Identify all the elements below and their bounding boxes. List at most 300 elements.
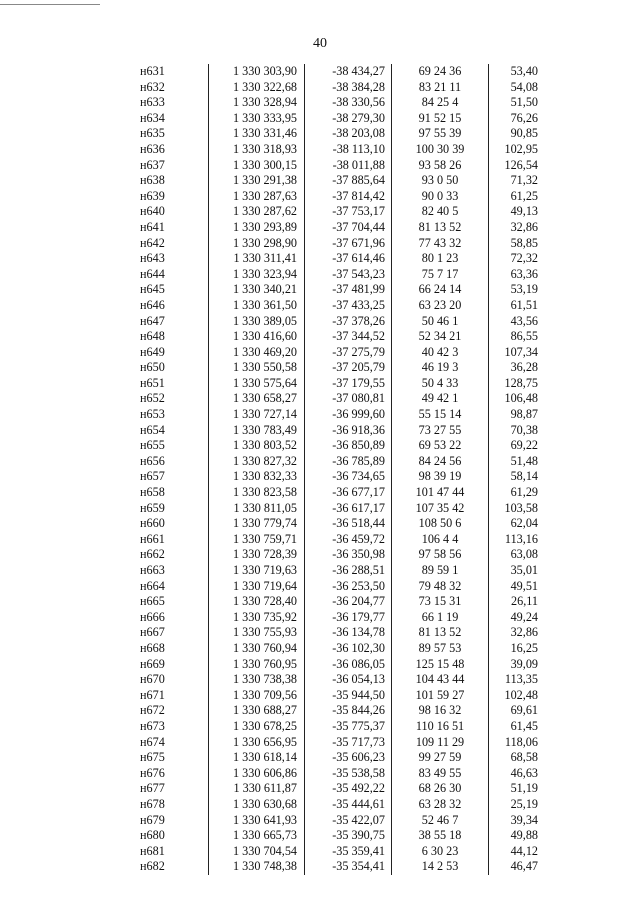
x-coordinate-cell: 1 330 416,60 [209,329,305,345]
bearing-cell: 63 28 32 [392,797,489,813]
distance-cell: 26,11 [489,594,541,610]
distance-cell: 36,28 [489,360,541,376]
distance-cell: 61,25 [489,189,541,205]
table-row [127,501,540,517]
x-coordinate-cell: 1 330 727,14 [209,407,305,423]
distance-cell: 118,06 [489,735,541,751]
point-id-cell: н653 [140,407,165,422]
distance-cell: 72,32 [489,251,541,267]
y-coordinate-cell: -37 753,17 [305,204,392,220]
x-coordinate-cell: 1 330 291,38 [209,173,305,189]
point-id-cell: н655 [140,438,165,453]
point-id-cell: н656 [140,453,165,468]
point-id-cell: н642 [140,235,165,250]
table-row [127,579,540,595]
point-id-cell: н636 [140,141,165,156]
distance-cell: 128,75 [489,376,541,392]
bearing-cell: 79 48 32 [392,579,489,595]
table-row [127,173,540,189]
point-id-cell: н669 [140,656,165,671]
x-coordinate-cell: 1 330 311,41 [209,251,305,267]
bearing-cell: 93 58 26 [392,158,489,174]
y-coordinate-cell: -36 102,30 [305,641,392,657]
x-coordinate-cell: 1 330 759,71 [209,532,305,548]
distance-cell: 32,86 [489,625,541,641]
distance-cell: 25,19 [489,797,541,813]
point-id-cell: н663 [140,563,165,577]
bearing-cell: 97 58 56 [392,547,489,563]
distance-cell: 113,16 [489,532,541,548]
y-coordinate-cell: -35 444,61 [305,797,392,813]
distance-cell: 86,55 [489,329,541,345]
distance-cell: 43,56 [489,314,541,330]
y-coordinate-cell: -37 885,64 [305,173,392,189]
bearing-cell: 73 27 55 [392,423,489,439]
point-id-cell: н643 [140,251,165,266]
table-row [127,563,540,579]
table-row [127,813,540,829]
table-row [127,594,540,610]
y-coordinate-cell: -38 113,10 [305,142,392,158]
bearing-cell: 55 15 14 [392,407,489,423]
point-id-cell: н664 [140,578,165,593]
distance-cell: 69,61 [489,703,541,719]
y-coordinate-cell: -38 279,30 [305,111,392,127]
bearing-cell: 75 7 17 [392,267,489,283]
distance-cell: 102,95 [489,142,541,158]
distance-cell: 90,85 [489,126,541,142]
table-row [127,423,540,439]
point-id-cell: н650 [140,360,165,375]
distance-cell: 54,08 [489,80,541,96]
point-id-cell: н675 [140,750,165,765]
distance-cell: 46,63 [489,766,541,782]
distance-cell: 63,36 [489,267,541,283]
y-coordinate-cell: -37 543,23 [305,267,392,283]
y-coordinate-cell: -36 785,89 [305,454,392,470]
x-coordinate-cell: 1 330 656,95 [209,735,305,751]
bearing-cell: 83 21 11 [392,80,489,96]
point-id-cell: н668 [140,640,165,655]
table-row [127,251,540,267]
table-row [127,95,540,111]
bearing-cell: 69 53 22 [392,438,489,454]
bearing-cell: 80 1 23 [392,251,489,267]
distance-cell: 46,47 [489,859,541,875]
y-coordinate-cell: -35 944,50 [305,688,392,704]
bearing-cell: 52 34 21 [392,329,489,345]
table-row [127,657,540,673]
table-row [127,688,540,704]
distance-cell: 44,12 [489,844,541,860]
header-rule [0,4,100,5]
table-row [127,236,540,252]
bearing-cell: 14 2 53 [392,859,489,875]
table-row [127,719,540,735]
point-id-cell: н659 [140,500,165,515]
bearing-cell: 46 19 3 [392,360,489,376]
table-row [127,189,540,205]
x-coordinate-cell: 1 330 748,38 [209,859,305,875]
bearing-cell: 93 0 50 [392,173,489,189]
point-id-cell: н638 [140,173,165,188]
point-id-cell: н646 [140,297,165,312]
y-coordinate-cell: -36 086,05 [305,657,392,673]
bearing-cell: 73 15 31 [392,594,489,610]
x-coordinate-cell: 1 330 760,94 [209,641,305,657]
y-coordinate-cell: -37 814,42 [305,189,392,205]
x-coordinate-cell: 1 330 735,92 [209,610,305,626]
x-coordinate-cell: 1 330 728,39 [209,547,305,563]
point-id-cell: н662 [140,547,165,562]
distance-cell: 51,48 [489,454,541,470]
point-id-cell: н633 [140,95,165,110]
distance-cell: 113,35 [489,672,541,688]
y-coordinate-cell: -36 253,50 [305,579,392,595]
table-row [127,797,540,813]
x-coordinate-cell: 1 330 303,90 [209,64,305,80]
y-coordinate-cell: -35 717,73 [305,735,392,751]
y-coordinate-cell: -37 433,25 [305,298,392,314]
y-coordinate-cell: -36 918,36 [305,423,392,439]
y-coordinate-cell: -35 422,07 [305,813,392,829]
table-row [127,547,540,563]
point-id-cell: н652 [140,391,165,406]
y-coordinate-cell: -37 275,79 [305,345,392,361]
x-coordinate-cell: 1 330 709,56 [209,688,305,704]
x-coordinate-cell: 1 330 755,93 [209,625,305,641]
bearing-cell: 82 40 5 [392,204,489,220]
point-id-cell: н671 [140,687,165,702]
x-coordinate-cell: 1 330 323,94 [209,267,305,283]
bearing-cell: 69 24 36 [392,64,489,80]
point-id-cell: н645 [140,282,165,297]
table-row [127,111,540,127]
y-coordinate-cell: -38 203,08 [305,126,392,142]
point-id-cell: н665 [140,594,165,609]
table-row [127,142,540,158]
point-id-cell: н641 [140,219,165,234]
bearing-cell: 66 24 14 [392,282,489,298]
y-coordinate-cell: -36 134,78 [305,625,392,641]
bearing-cell: 106 4 4 [392,532,489,548]
x-coordinate-cell: 1 330 606,86 [209,766,305,782]
y-coordinate-cell: -38 384,28 [305,80,392,96]
point-id-cell: н634 [140,110,165,125]
distance-cell: 98,87 [489,407,541,423]
x-coordinate-cell: 1 330 678,25 [209,719,305,735]
bearing-cell: 50 4 33 [392,376,489,392]
y-coordinate-cell: -36 850,89 [305,438,392,454]
x-coordinate-cell: 1 330 328,94 [209,95,305,111]
y-coordinate-cell: -38 330,56 [305,95,392,111]
distance-cell: 102,48 [489,688,541,704]
table-row [127,314,540,330]
bearing-cell: 84 24 56 [392,454,489,470]
x-coordinate-cell: 1 330 575,64 [209,376,305,392]
distance-cell: 51,50 [489,95,541,111]
x-coordinate-cell: 1 330 811,05 [209,501,305,517]
table-row [127,329,540,345]
y-coordinate-cell: -38 434,27 [305,64,392,80]
table-row [127,126,540,142]
y-coordinate-cell: -37 080,81 [305,391,392,407]
distance-cell: 126,54 [489,158,541,174]
point-id-cell: н632 [140,79,165,94]
table-row [127,469,540,485]
coordinates-table [127,64,540,875]
y-coordinate-cell: -36 617,17 [305,501,392,517]
y-coordinate-cell: -36 677,17 [305,485,392,501]
x-coordinate-cell: 1 330 803,52 [209,438,305,454]
bearing-cell: 81 13 52 [392,220,489,236]
point-id-cell: н676 [140,765,165,780]
distance-cell: 62,04 [489,516,541,532]
point-id-cell: н670 [140,672,165,687]
bearing-cell: 50 46 1 [392,314,489,330]
x-coordinate-cell: 1 330 469,20 [209,345,305,361]
x-coordinate-cell: 1 330 293,89 [209,220,305,236]
point-id-cell: н677 [140,781,165,796]
y-coordinate-cell: -37 614,46 [305,251,392,267]
distance-cell: 39,34 [489,813,541,829]
table-row [127,407,540,423]
table-row [127,828,540,844]
y-coordinate-cell: -37 378,26 [305,314,392,330]
point-id-cell: н674 [140,734,165,749]
table-row [127,360,540,376]
point-id-cell: н631 [140,64,165,78]
x-coordinate-cell: 1 330 719,64 [209,579,305,595]
table-row [127,516,540,532]
distance-cell: 68,58 [489,750,541,766]
x-coordinate-cell: 1 330 318,93 [209,142,305,158]
point-id-cell: н647 [140,313,165,328]
table-row [127,750,540,766]
distance-cell: 35,01 [489,563,541,579]
y-coordinate-cell: -36 459,72 [305,532,392,548]
distance-cell: 63,08 [489,547,541,563]
table-row [127,282,540,298]
point-id-cell: н680 [140,828,165,843]
table-row [127,844,540,860]
point-id-cell: н637 [140,157,165,172]
bearing-cell: 91 52 15 [392,111,489,127]
x-coordinate-cell: 1 330 704,54 [209,844,305,860]
y-coordinate-cell: -37 205,79 [305,360,392,376]
point-id-cell: н639 [140,188,165,203]
bearing-cell: 6 30 23 [392,844,489,860]
bearing-cell: 38 55 18 [392,828,489,844]
y-coordinate-cell: -36 999,60 [305,407,392,423]
bearing-cell: 101 47 44 [392,485,489,501]
distance-cell: 103,58 [489,501,541,517]
table-row [127,703,540,719]
x-coordinate-cell: 1 330 728,40 [209,594,305,610]
table-row [127,859,540,875]
bearing-cell: 89 57 53 [392,641,489,657]
point-id-cell: н657 [140,469,165,484]
x-coordinate-cell: 1 330 665,73 [209,828,305,844]
x-coordinate-cell: 1 330 287,63 [209,189,305,205]
distance-cell: 107,34 [489,345,541,361]
distance-cell: 39,09 [489,657,541,673]
point-id-cell: н654 [140,422,165,437]
distance-cell: 61,51 [489,298,541,314]
point-id-cell: н658 [140,485,165,500]
table-row [127,64,540,80]
table-row [127,438,540,454]
point-id-cell: н682 [140,859,165,874]
distance-cell: 76,26 [489,111,541,127]
bearing-cell: 66 1 19 [392,610,489,626]
bearing-cell: 49 42 1 [392,391,489,407]
y-coordinate-cell: -36 288,51 [305,563,392,579]
point-id-cell: н681 [140,843,165,858]
point-id-cell: н667 [140,625,165,640]
y-coordinate-cell: -35 359,41 [305,844,392,860]
table-row [127,267,540,283]
y-coordinate-cell: -36 179,77 [305,610,392,626]
x-coordinate-cell: 1 330 389,05 [209,314,305,330]
y-coordinate-cell: -36 350,98 [305,547,392,563]
distance-cell: 53,19 [489,282,541,298]
point-id-cell: н661 [140,531,165,546]
x-coordinate-cell: 1 330 300,15 [209,158,305,174]
x-coordinate-cell: 1 330 719,63 [209,563,305,579]
y-coordinate-cell: -36 518,44 [305,516,392,532]
x-coordinate-cell: 1 330 738,38 [209,672,305,688]
point-id-cell: н640 [140,204,165,219]
x-coordinate-cell: 1 330 827,32 [209,454,305,470]
table-row [127,80,540,96]
distance-cell: 49,24 [489,610,541,626]
point-id-cell: н648 [140,329,165,344]
table-row [127,376,540,392]
table-row [127,532,540,548]
bearing-cell: 83 49 55 [392,766,489,782]
x-coordinate-cell: 1 330 287,62 [209,204,305,220]
table-row [127,766,540,782]
bearing-cell: 68 26 30 [392,781,489,797]
point-id-cell: н649 [140,344,165,359]
point-id-cell: н660 [140,516,165,531]
bearing-cell: 40 42 3 [392,345,489,361]
table-row [127,781,540,797]
y-coordinate-cell: -35 538,58 [305,766,392,782]
table-row [127,610,540,626]
table-row [127,454,540,470]
table-row [127,298,540,314]
bearing-cell: 81 13 52 [392,625,489,641]
table-row [127,672,540,688]
x-coordinate-cell: 1 330 333,95 [209,111,305,127]
x-coordinate-cell: 1 330 322,68 [209,80,305,96]
table-row [127,391,540,407]
distance-cell: 58,14 [489,469,541,485]
y-coordinate-cell: -36 054,13 [305,672,392,688]
distance-cell: 51,19 [489,781,541,797]
x-coordinate-cell: 1 330 658,27 [209,391,305,407]
y-coordinate-cell: -37 671,96 [305,236,392,252]
x-coordinate-cell: 1 330 618,14 [209,750,305,766]
distance-cell: 53,40 [489,64,541,80]
distance-cell: 61,29 [489,485,541,501]
distance-cell: 32,86 [489,220,541,236]
x-coordinate-cell: 1 330 832,33 [209,469,305,485]
point-id-cell: н679 [140,812,165,827]
distance-cell: 69,22 [489,438,541,454]
y-coordinate-cell: -37 704,44 [305,220,392,236]
bearing-cell: 99 27 59 [392,750,489,766]
bearing-cell: 101 59 27 [392,688,489,704]
x-coordinate-cell: 1 330 611,87 [209,781,305,797]
distance-cell: 61,45 [489,719,541,735]
table-row [127,485,540,501]
y-coordinate-cell: -35 844,26 [305,703,392,719]
point-id-cell: н672 [140,703,165,718]
x-coordinate-cell: 1 330 550,58 [209,360,305,376]
x-coordinate-cell: 1 330 630,68 [209,797,305,813]
point-id-cell: н644 [140,266,165,281]
x-coordinate-cell: 1 330 823,58 [209,485,305,501]
point-id-cell: н673 [140,718,165,733]
y-coordinate-cell: -35 390,75 [305,828,392,844]
x-coordinate-cell: 1 330 760,95 [209,657,305,673]
y-coordinate-cell: -36 734,65 [305,469,392,485]
x-coordinate-cell: 1 330 298,90 [209,236,305,252]
x-coordinate-cell: 1 330 783,49 [209,423,305,439]
point-id-cell: н678 [140,796,165,811]
table-row [127,204,540,220]
x-coordinate-cell: 1 330 361,50 [209,298,305,314]
x-coordinate-cell: 1 330 340,21 [209,282,305,298]
bearing-cell: 100 30 39 [392,142,489,158]
bearing-cell: 125 15 48 [392,657,489,673]
bearing-cell: 98 16 32 [392,703,489,719]
y-coordinate-cell: -37 179,55 [305,376,392,392]
table-row [127,625,540,641]
x-coordinate-cell: 1 330 331,46 [209,126,305,142]
point-id-cell: н635 [140,126,165,141]
distance-cell: 58,85 [489,236,541,252]
bearing-cell: 110 16 51 [392,719,489,735]
bearing-cell: 109 11 29 [392,735,489,751]
bearing-cell: 63 23 20 [392,298,489,314]
bearing-cell: 97 55 39 [392,126,489,142]
distance-cell: 49,51 [489,579,541,595]
distance-cell: 70,38 [489,423,541,439]
point-id-cell: н666 [140,609,165,624]
x-coordinate-cell: 1 330 779,74 [209,516,305,532]
bearing-cell: 89 59 1 [392,563,489,579]
distance-cell: 71,32 [489,173,541,189]
distance-cell: 49,88 [489,828,541,844]
bearing-cell: 52 46 7 [392,813,489,829]
y-coordinate-cell: -35 492,22 [305,781,392,797]
bearing-cell: 98 39 19 [392,469,489,485]
distance-cell: 106,48 [489,391,541,407]
table-row [127,345,540,361]
y-coordinate-cell: -37 481,99 [305,282,392,298]
bearing-cell: 108 50 6 [392,516,489,532]
bearing-cell: 84 25 4 [392,95,489,111]
bearing-cell: 90 0 33 [392,189,489,205]
y-coordinate-cell: -36 204,77 [305,594,392,610]
coordinates-table-body [127,64,540,875]
page-number: 40 [313,36,327,51]
distance-cell: 16,25 [489,641,541,657]
